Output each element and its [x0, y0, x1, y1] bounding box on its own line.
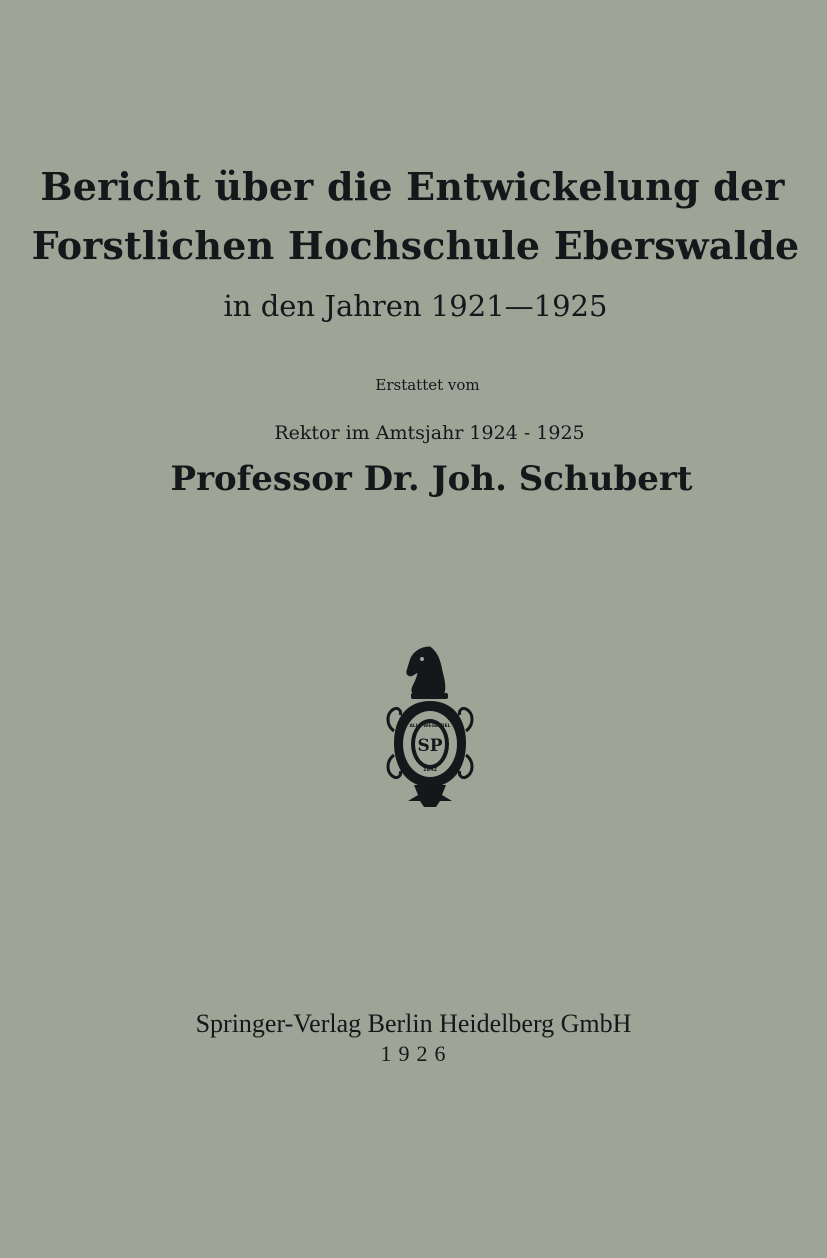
publisher-name: Springer-Verlag Berlin Heidelberg GmbH — [195, 1009, 632, 1038]
author-name: Professor Dr. Joh. Schubert — [170, 459, 693, 499]
rector-line: Rektor im Amtsjahr 1924 - 1925 — [274, 422, 585, 444]
publication-year: 1926 — [380, 1041, 453, 1066]
title-years: in den Jahren 1921—1925 — [223, 289, 608, 323]
logo-motto: ALLE WEGE ZIEL — [409, 724, 451, 729]
springer-horse-head-emblem-icon — [380, 643, 480, 811]
logo-year: 1842 — [423, 767, 437, 773]
report-by-label: Erstattet vom — [375, 376, 480, 394]
logo-monogram: SP — [417, 736, 443, 756]
title-line-1: Bericht über die Entwickelung der — [40, 164, 785, 209]
title-line-2: Forstlichen Hochschule Eberswalde — [31, 223, 800, 268]
